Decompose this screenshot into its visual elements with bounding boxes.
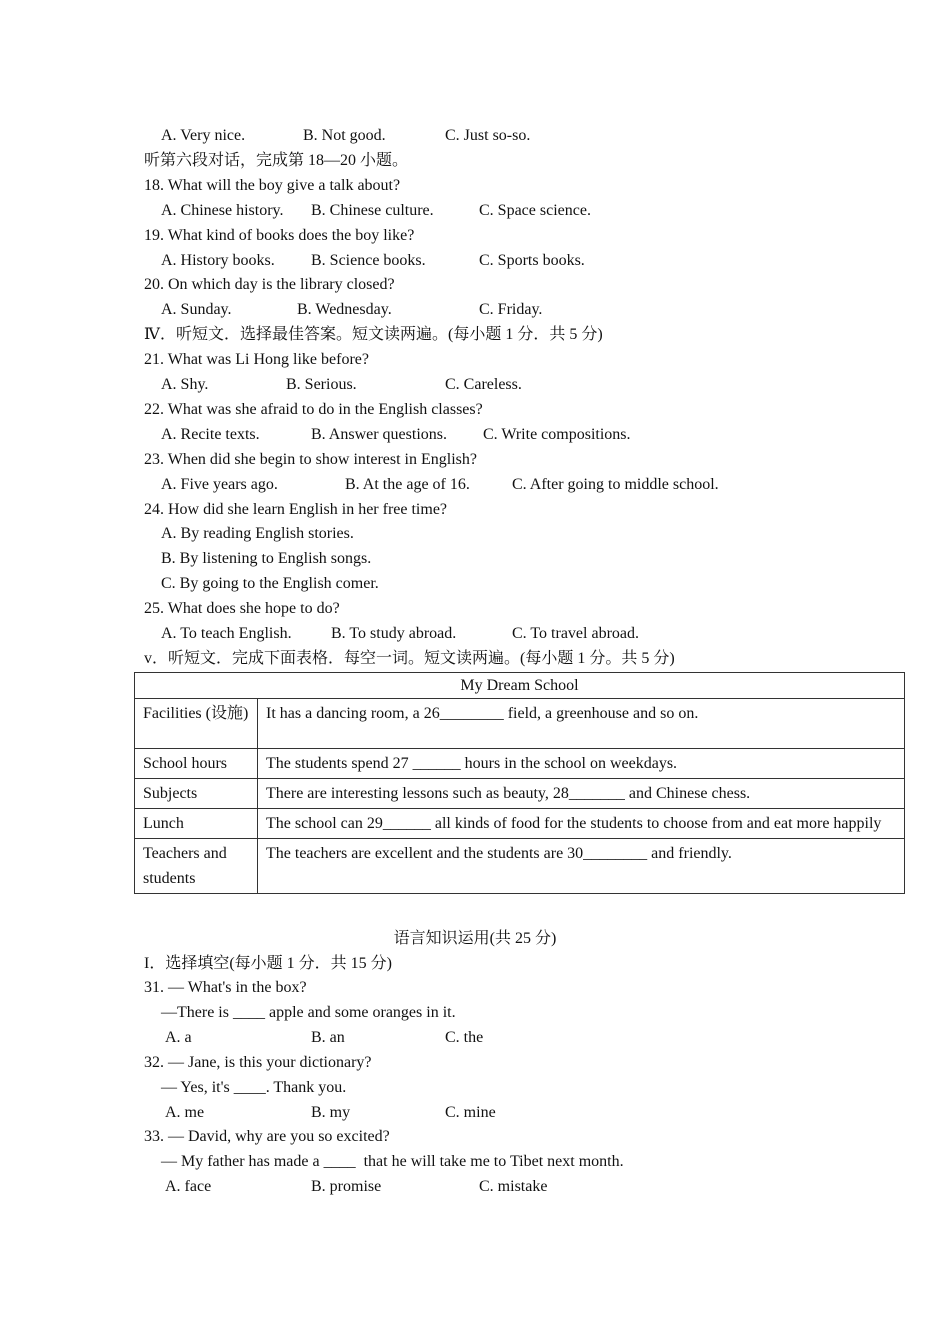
q25-option-a: A. To teach English.	[161, 625, 292, 642]
row-text-subjects: There are interesting lessons such as beauty, 28_______ and Chinese chess.	[258, 779, 905, 809]
q19-option-a: A. History books.	[161, 252, 275, 269]
q33-line1: 33. — David, why are you so excited?	[144, 1128, 390, 1145]
q33-option-c: C. mistake	[479, 1178, 548, 1195]
q23-option-c: C. After going to middle school.	[512, 476, 719, 493]
q20-stem: 20. On which day is the library closed?	[144, 276, 395, 293]
row-label-lunch: Lunch	[135, 809, 258, 839]
part5-heading: v．听短文．完成下面表格．每空一词。短文读两遍。(每小题 1 分。共 5 分)	[144, 650, 675, 667]
q33-option-a: A. face	[165, 1178, 212, 1195]
q25-option-c: C. To travel abroad.	[512, 625, 639, 642]
q21-option-c: C. Careless.	[445, 376, 522, 393]
row-text-lunch: The school can 29______ all kinds of food for the students to choose from and eat more happily	[258, 809, 905, 839]
q32-line2: — Yes, it's ____. Thank you.	[161, 1079, 347, 1096]
q32-line1: 32. — Jane, is this your dictionary?	[144, 1054, 372, 1071]
q33-line2: — My father has made a ____ that he will take me to Tibet next month.	[161, 1153, 624, 1170]
q18-option-a: A. Chinese history.	[161, 202, 284, 219]
q32-option-c: C. mine	[445, 1104, 496, 1121]
q23-option-b: B. At the age of 16.	[345, 476, 470, 493]
section6-heading: 听第六段对话，完成第 18—20 小题。	[144, 152, 409, 169]
row-label-teachers-students: Teachers and students	[135, 839, 258, 894]
q22-option-c: C. Write compositions.	[483, 426, 631, 443]
q20-option-b: B. Wednesday.	[297, 301, 392, 318]
row-label-subjects: Subjects	[135, 779, 258, 809]
q21-option-a: A. Shy.	[161, 376, 209, 393]
q21-option-b: B. Serious.	[286, 376, 357, 393]
q31-line2: —There is ____ apple and some oranges in it.	[161, 1004, 456, 1021]
q18-option-b: B. Chinese culture.	[311, 202, 434, 219]
q24-stem: 24. How did she learn English in her free time?	[144, 501, 448, 518]
q18-stem: 18. What will the boy give a talk about?	[144, 177, 401, 194]
q22-option-b: B. Answer questions.	[311, 426, 447, 443]
table-row	[135, 779, 905, 809]
q24-option-b: B. By listening to English songs.	[161, 550, 372, 567]
q22-option-a: A. Recite texts.	[161, 426, 260, 443]
q32-option-b: B. my	[311, 1104, 351, 1121]
q25-stem: 25. What does she hope to do?	[144, 600, 340, 617]
q19-option-c: C. Sports books.	[479, 252, 585, 269]
q31-option-b: B. an	[311, 1029, 345, 1046]
q23-option-a: A. Five years ago.	[161, 476, 278, 493]
part4-heading: Ⅳ．听短文．选择最佳答案。短文读两遍。(每小题 1 分．共 5 分)	[144, 326, 603, 343]
q32-option-a: A. me	[165, 1104, 205, 1121]
table-row	[135, 809, 905, 839]
q31-option-a: A. a	[165, 1029, 192, 1046]
part1-heading: I．选择填空(每小题 1 分．共 15 分)	[144, 955, 392, 972]
q22-stem: 22. What was she afraid to do in the English classes?	[144, 401, 483, 418]
q19-stem: 19. What kind of books does the boy like?	[144, 227, 415, 244]
row-text-school-hours: The students spend 27 ______ hours in the school on weekdays.	[258, 749, 905, 779]
table-row	[135, 839, 905, 894]
q20-option-c: C. Friday.	[479, 301, 543, 318]
q20-option-a: A. Sunday.	[161, 301, 232, 318]
row-label-facilities: Facilities (设施)	[135, 699, 258, 749]
table-row	[135, 749, 905, 779]
q31-line1: 31. — What's in the box?	[144, 979, 307, 996]
q17-option-a: A. Very nice.	[161, 127, 246, 144]
q24-option-a: A. By reading English stories.	[161, 525, 354, 542]
row-text-teachers-students: The teachers are excellent and the students are 30________ and friendly.	[258, 839, 905, 894]
q17-option-b: B. Not good.	[303, 127, 386, 144]
row-label-school-hours: School hours	[135, 749, 258, 779]
table-row	[135, 699, 905, 749]
q17-option-c: C. Just so-so.	[445, 127, 531, 144]
dream-school-table	[134, 672, 905, 894]
q21-stem: 21. What was Li Hong like before?	[144, 351, 369, 368]
q19-option-b: B. Science books.	[311, 252, 426, 269]
q23-stem: 23. When did she begin to show interest in English?	[144, 451, 477, 468]
q33-option-b: B. promise	[311, 1178, 382, 1195]
q31-option-c: C. the	[445, 1029, 484, 1046]
table-title: My Dream School	[135, 673, 905, 699]
q24-option-c: C. By going to the English comer.	[161, 575, 379, 592]
q25-option-b: B. To study abroad.	[331, 625, 457, 642]
q18-option-c: C. Space science.	[479, 202, 591, 219]
language-heading: 语言知识运用(共 25 分)	[393, 930, 557, 947]
row-text-facilities: It has a dancing room, a 26________ field, a greenhouse and so on.	[258, 699, 905, 749]
